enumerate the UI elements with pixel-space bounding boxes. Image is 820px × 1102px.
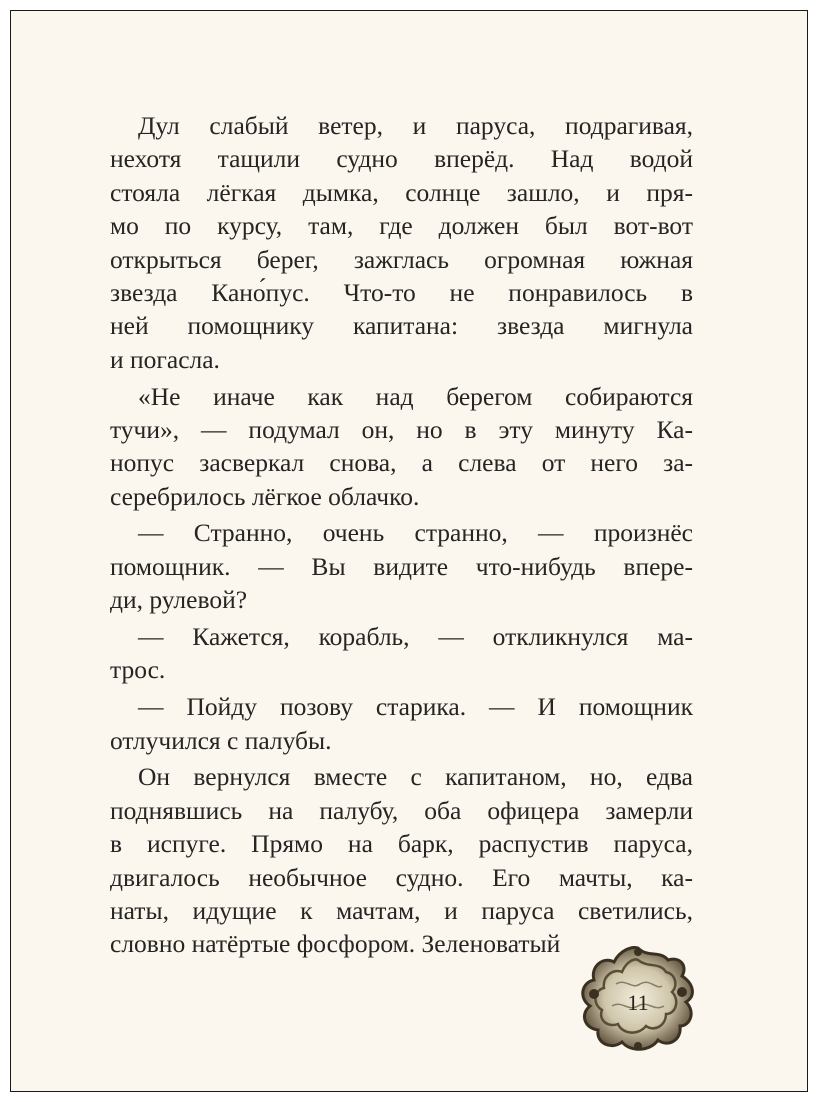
book-page (10, 10, 808, 1092)
text-line: ди, рулевой? (110, 585, 248, 615)
text-line: нехотя тащили судно вперёд. Над водой (110, 144, 693, 174)
text-line: отлучился с палубы. (110, 725, 332, 755)
text-line: звезда Кано́пус. Что-то не понравилось в (110, 277, 693, 307)
text-line: помощник. — Вы видите что-нибудь впере- (110, 551, 693, 581)
text-line: и погасла. (110, 344, 220, 374)
paragraph (110, 109, 693, 376)
text-line: мо по курсу, там, где должен был вот-вот (110, 211, 693, 241)
paragraph (110, 620, 693, 687)
text-line: наты, идущие к мачтам, и паруса светились, (110, 895, 693, 925)
text-line: — Пойду позову старика. — И помощник (138, 692, 693, 722)
body-text (110, 109, 693, 964)
paragraph (110, 516, 693, 616)
text-line: поднявшись на палубу, оба офицера замерли (110, 795, 693, 825)
text-line: двигалось необычное судно. Его мачты, ка- (110, 862, 693, 892)
paragraph (110, 380, 693, 514)
text-line: открыться берег, зажглась огромная южная (110, 244, 693, 274)
text-line: трос. (110, 655, 166, 685)
paragraph (110, 690, 693, 757)
text-line: ней помощнику капитана: звезда мигнула (110, 311, 693, 341)
text-line: тучи», — подумал он, но в эту минуту Ка- (110, 414, 693, 444)
text-line: нопус засверкал снова, а слева от него за- (110, 448, 693, 478)
text-line: Он вернулся вместе с капитаном, но, едва (138, 762, 693, 792)
page-number: 11 (627, 990, 649, 1015)
text-line: Дул слабый ветер, и паруса, подрагивая, (138, 111, 693, 140)
text-line: стояла лёгкая дымка, солнце зашло, и пря- (110, 177, 693, 207)
text-line: словно натёртые фосфором. Зеленоватый (110, 929, 561, 959)
text-line: — Кажется, корабль, — откликнулся ма- (138, 622, 693, 652)
paragraph (110, 760, 693, 960)
text-line: серебрилось лёгкое облачко. (110, 481, 420, 511)
text-line: в испуге. Прямо на барк, распустив паруса, (110, 829, 693, 859)
text-line: «Не иначе как над берегом собираются (138, 381, 693, 411)
text-line: — Странно, очень странно, — произнёс (138, 518, 693, 548)
